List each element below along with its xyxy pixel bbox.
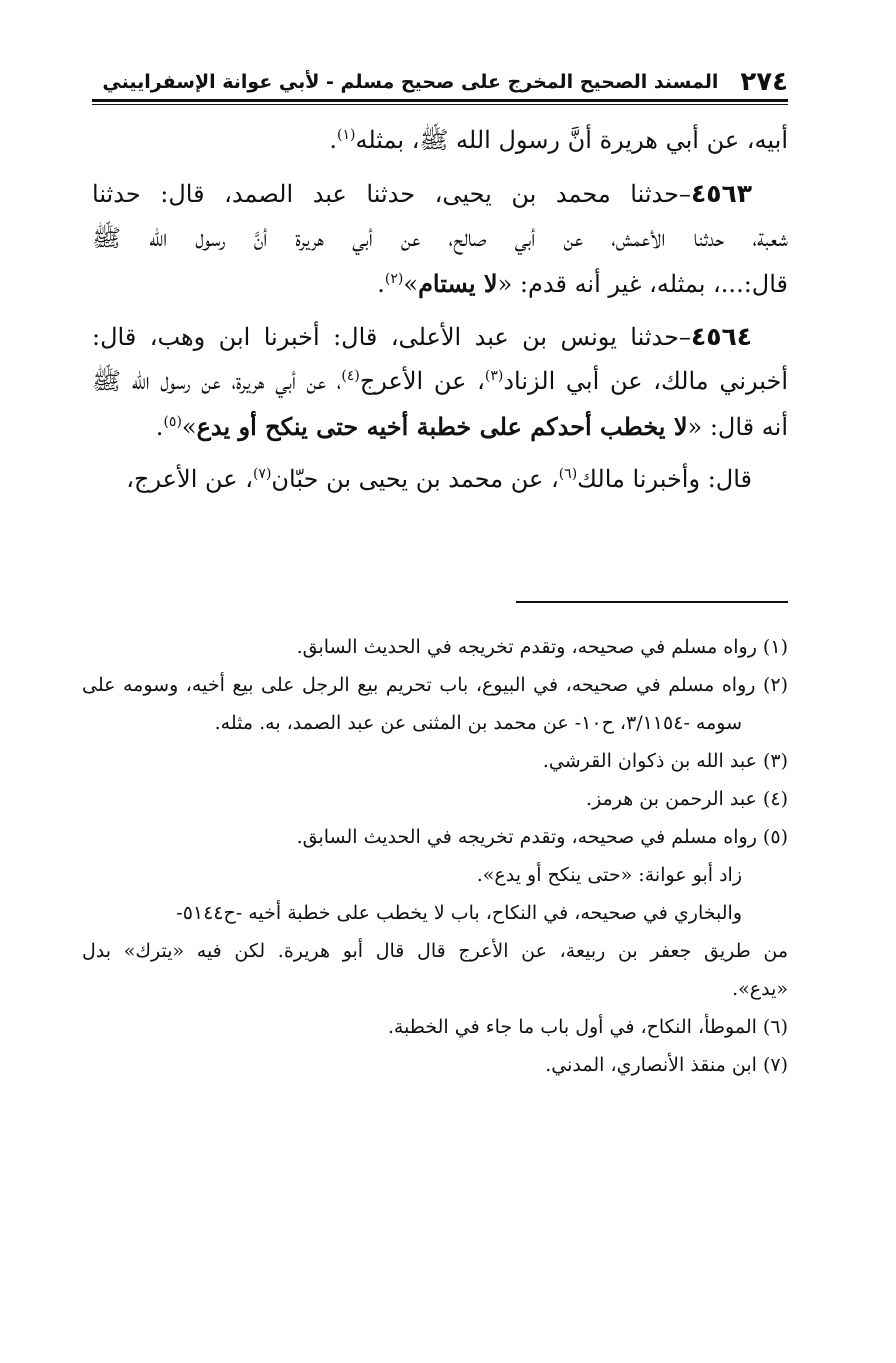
text-segment: .	[329, 126, 337, 154]
text-segment: ، عن أبي هريرة، عن رسول الله ﷺ	[92, 367, 342, 395]
hadith-4564-line-1	[92, 314, 788, 359]
running-title: المسند الصحيح المخرج على صحيح مسلم - لأبي عوانة الإسفراييني	[102, 71, 719, 93]
text-segment: »	[181, 413, 197, 441]
footnote-ref-2: (٢)	[384, 271, 404, 287]
text-segment: أنه قال: «	[687, 413, 788, 441]
footnote-5-line-1: (٥) رواه مسلم في صحيحه، وتقدم تخريجه في الحديث السابق.	[296, 826, 788, 848]
footnote-ref-6: (٦)	[558, 466, 578, 482]
header-rule	[92, 99, 788, 102]
bold-phrase: لا يستام	[418, 269, 498, 298]
header-rule-thin	[92, 104, 788, 105]
footnote-4: (٤) عبد الرحمن بن هرمز.	[586, 788, 788, 810]
footnote-5-line-4: من طريق جعفر بن ربيعة، عن الأعرج قال قال أبو هريرة. لكن فيه «يترك» بدل	[82, 940, 788, 962]
text-segment: ، عن الأعرج،	[126, 465, 253, 493]
footnote-ref-7: (٧)	[252, 466, 272, 482]
footnote-6: (٦) الموطأ، النكاح، في أول باب ما جاء في الخطبة.	[387, 1016, 788, 1038]
hadith-number-4564: ٤٥٦٤	[690, 322, 752, 351]
footnote-ref-4: (٤)	[341, 368, 360, 384]
footnote-7: (٧) ابن منقذ الأنصاري، المدني.	[545, 1054, 788, 1076]
text-segment: شعبة، حدثنا الأعمش، عن أبي صالح، عن أبي هريرة أنَّ رسول الله ﷺ	[92, 224, 788, 252]
hadith-4563-line-3	[92, 261, 788, 306]
text-segment: أخبرني مالك، عن أبي الزناد	[503, 367, 788, 395]
text-segment: –حدثنا محمد بن يحيى، حدثنا عبد الصمد، قال: حدثنا	[92, 180, 691, 208]
paragraph-gap	[92, 449, 788, 457]
footnote-3: (٣) عبد الله بن ذكوان القرشي.	[542, 750, 788, 772]
text-line-1	[92, 118, 788, 163]
footnote-ref-5: (٥)	[163, 414, 182, 430]
hadith-4564-line-3	[92, 404, 788, 449]
main-text	[92, 118, 788, 502]
footnotes	[82, 628, 788, 1084]
page-header	[92, 58, 788, 98]
hadith-4564-line-2	[92, 359, 788, 404]
footnote-ref-1: (١)	[336, 127, 356, 143]
text-segment: قال:...، بمثله، غير أنه قدم: «	[497, 270, 788, 298]
hadith-number-4563: ٤٥٦٣	[690, 179, 752, 208]
footnote-5-line-5: «يدع».	[732, 978, 788, 1000]
footnote-2-line-1: (٢) رواه مسلم في صحيحه، في البيوع، باب تحريم بيع الرجل على بيع أخيه، وسومه على	[82, 674, 788, 696]
page-number: ٢٧٤	[740, 67, 788, 97]
paragraph-gap	[92, 306, 788, 314]
footnote-separator	[516, 601, 788, 603]
footnote-5-line-2: زاد أبو عوانة: «حتى ينكح أو يدع».	[476, 864, 742, 886]
footnote-5-line-3: والبخاري في صحيحه، في النكاح، باب لا يخطب على خطبة أخيه -ح٥١٤٤-	[176, 902, 742, 924]
text-segment: ، عن محمد بن يحيى بن حبّان	[271, 465, 559, 493]
text-segment: .	[155, 413, 164, 441]
text-segment: قال: وأخبرنا مالك	[577, 465, 752, 493]
footnote-2-line-2: سومه -٣/١١٥٤، ح١٠- عن محمد بن المثنى عن عبد الصمد، به. مثله.	[214, 712, 742, 734]
text-line-last	[92, 457, 788, 502]
hadith-4563-line-1	[92, 171, 788, 216]
footnote-ref-3: (٣)	[484, 368, 504, 384]
paragraph-gap	[92, 163, 788, 171]
text-segment: أبيه، عن أبي هريرة أنَّ رسول الله ﷺ، بمثله	[355, 126, 788, 154]
text-segment: »	[403, 270, 419, 298]
hadith-4563-line-2	[92, 216, 788, 261]
bold-phrase: لا يخطب أحدكم على خطبة أخيه حتى ينكح أو يدع	[196, 412, 688, 441]
text-segment: –حدثنا يونس بن عبد الأعلى، قال: أخبرنا ابن وهب، قال:	[92, 323, 691, 351]
text-segment: ، عن الأعرج	[359, 367, 485, 395]
text-segment: .	[377, 270, 385, 298]
footnote-1: (١) رواه مسلم في صحيحه، وتقدم تخريجه في الحديث السابق.	[296, 636, 788, 658]
